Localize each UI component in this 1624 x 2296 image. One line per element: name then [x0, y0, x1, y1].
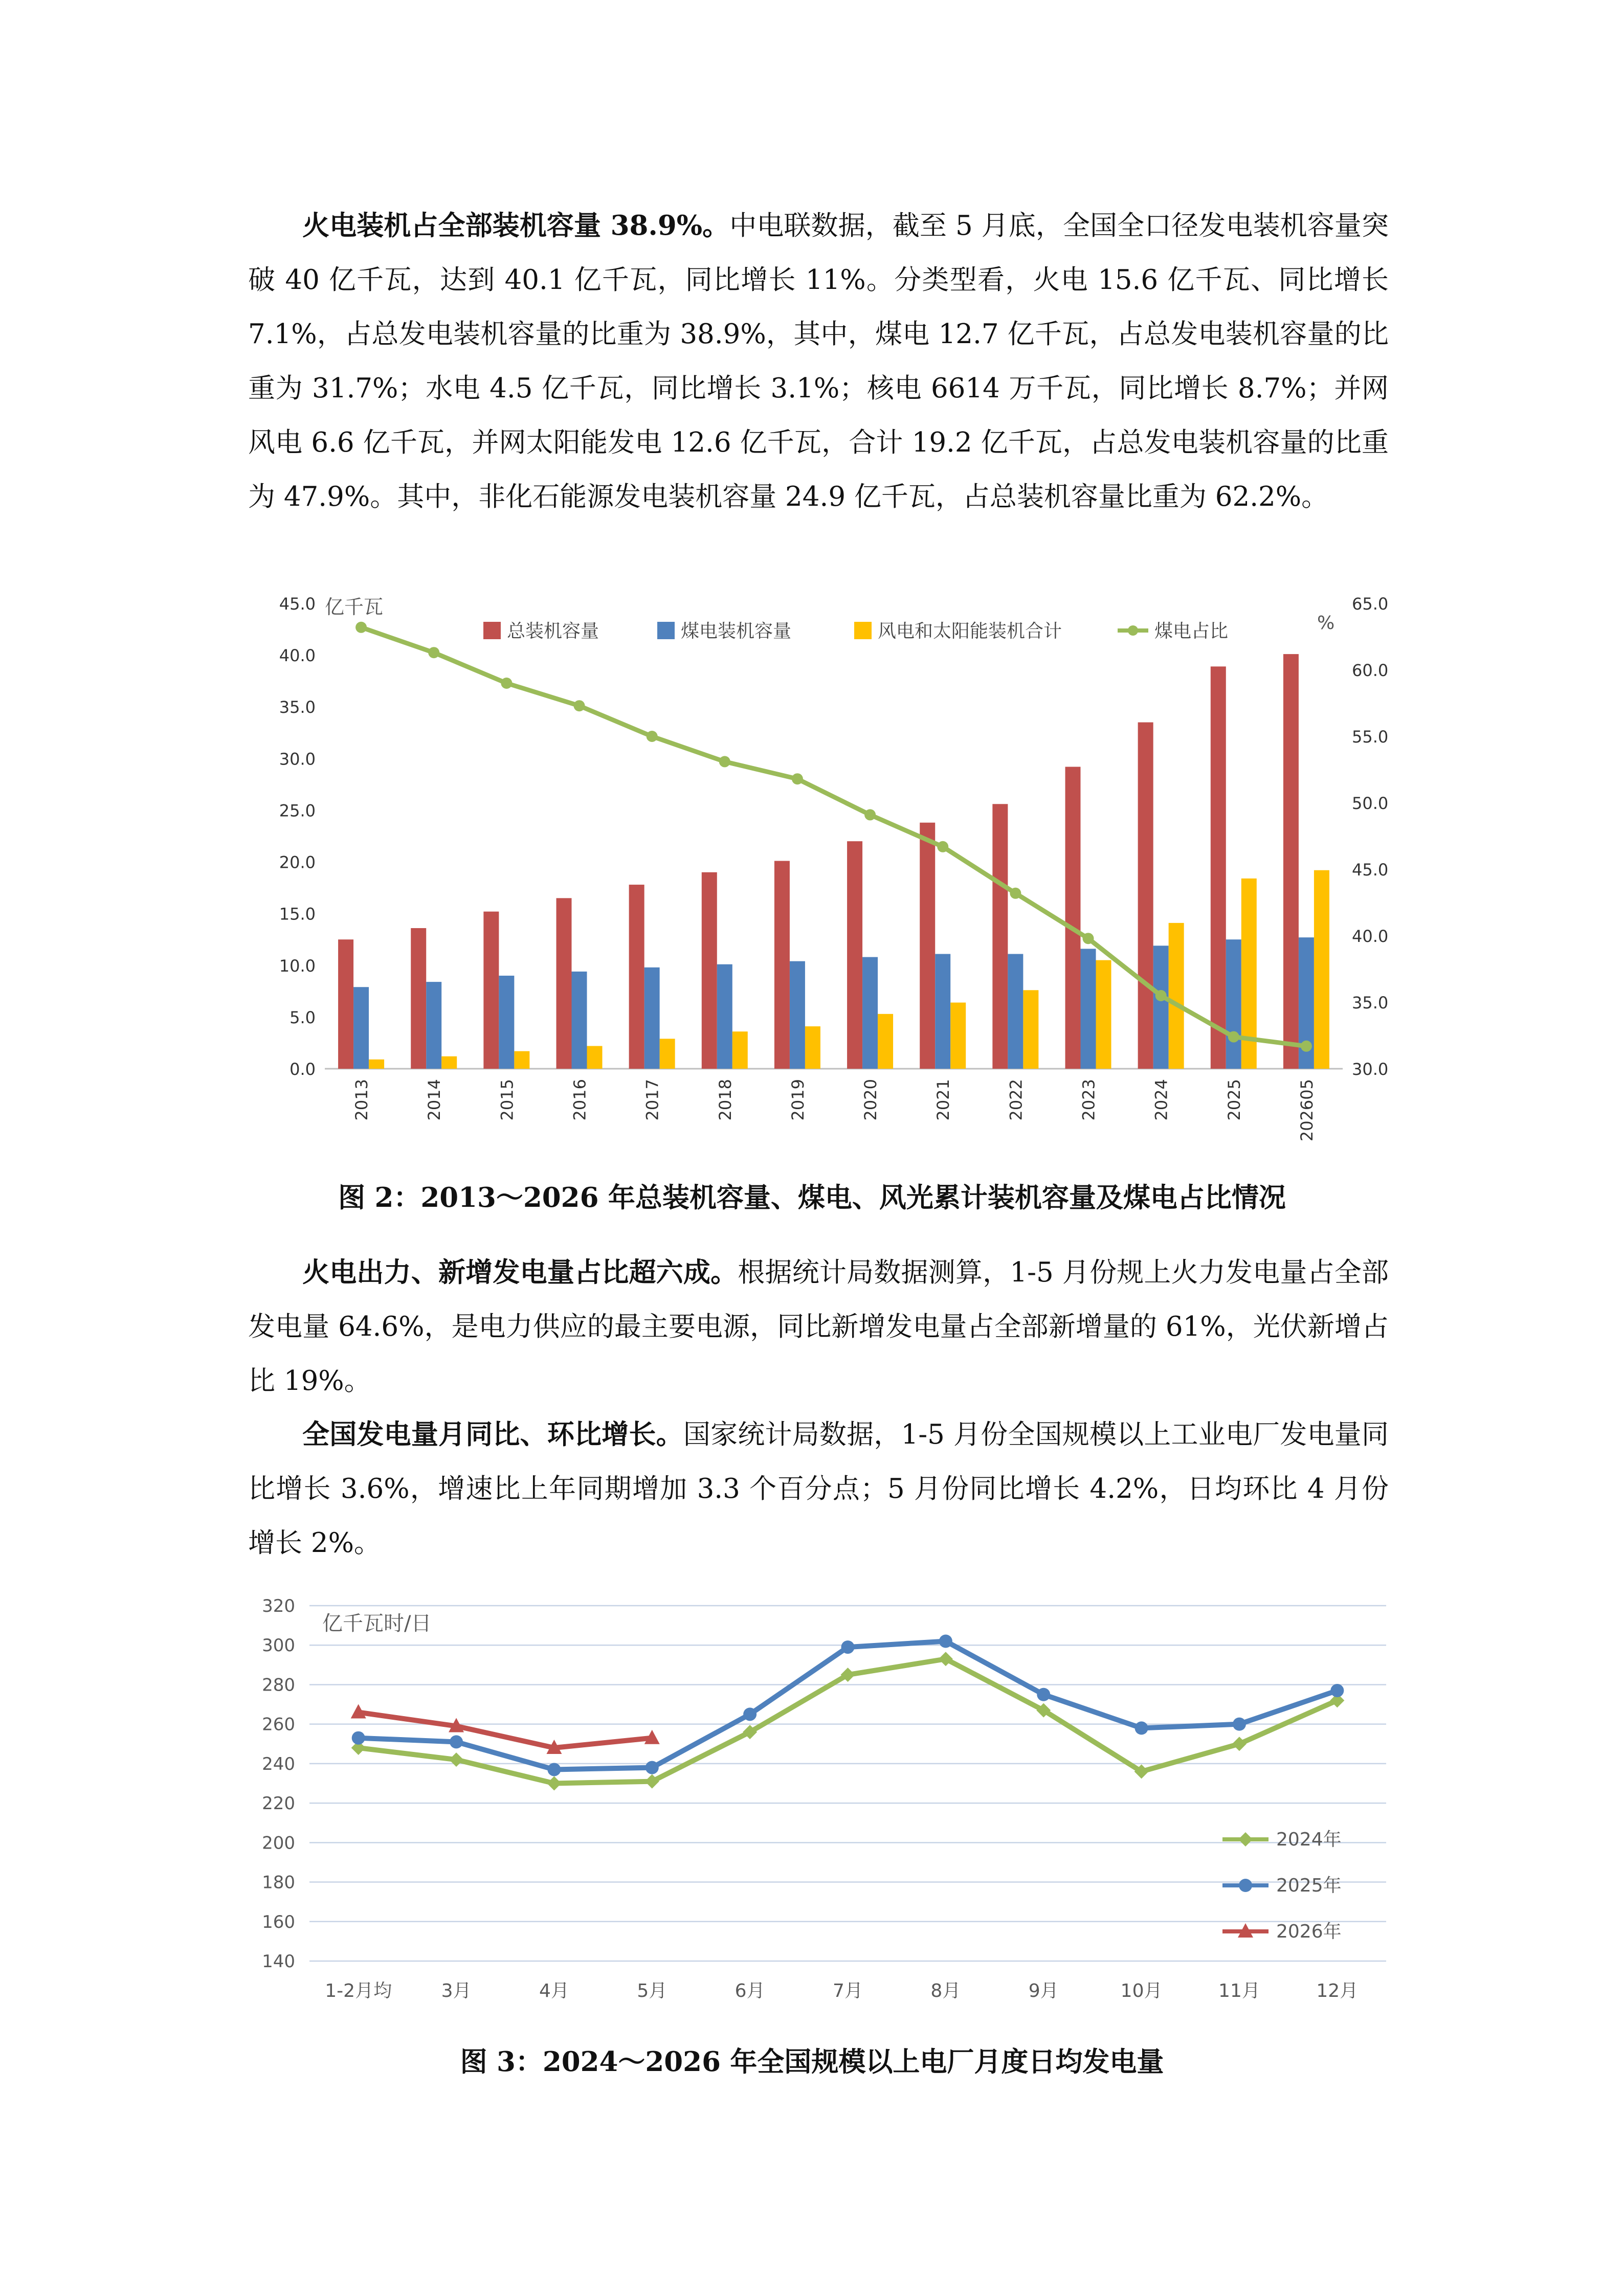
right-axis-tick-label: 45.0: [1352, 860, 1389, 880]
left-axis-tick-label: 5.0: [290, 1007, 316, 1027]
bar-wind-solar: [1314, 870, 1329, 1069]
coal-share-point: [1010, 888, 1021, 899]
x-axis-tick-label: 5月: [637, 1980, 668, 2001]
coal-share-point: [864, 809, 876, 820]
y-axis-tick-label: 140: [262, 1951, 295, 1972]
bar-total: [774, 861, 790, 1069]
coal-share-point: [428, 647, 439, 658]
bar-coal: [426, 982, 441, 1069]
legend-swatch: [483, 622, 501, 639]
series-point: [743, 1707, 757, 1721]
x-axis-tick-label: 2025: [1224, 1079, 1244, 1121]
x-axis-tick-label: 2020: [861, 1079, 881, 1121]
left-axis-tick-label: 45.0: [279, 594, 316, 614]
bar-total: [1283, 654, 1299, 1069]
series-point: [1135, 1721, 1148, 1735]
legend-label: 2026年: [1276, 1921, 1342, 1942]
bar-wind-solar: [950, 1003, 966, 1069]
coal-share-point: [792, 773, 803, 784]
bar-coal: [862, 957, 878, 1069]
bar-coal: [644, 967, 660, 1069]
y-axis-tick-label: 200: [262, 1833, 295, 1854]
coal-share-point: [719, 756, 730, 767]
bar-wind-solar: [441, 1056, 457, 1069]
coal-share-point: [355, 622, 367, 633]
series-point: [841, 1640, 855, 1654]
left-axis-tick-label: 10.0: [279, 956, 316, 976]
bar-coal: [1081, 949, 1096, 1069]
paragraph-body: 根据统计局数据测算，1-5 月份规上火力发电量占全部发电量 64.6%，是电力供应的最主要电源，同比新增发电量占全部新增量的 61%，光伏新增占比 19%。: [248, 1257, 1389, 1397]
x-axis-tick-label: 2013: [352, 1079, 372, 1121]
x-axis-tick-label: 9月: [1028, 1980, 1059, 2001]
bar-total: [702, 872, 717, 1069]
legend-label: 2025年: [1276, 1875, 1342, 1896]
left-axis-tick-label: 25.0: [279, 801, 316, 821]
legend-swatch-marker: [1239, 1879, 1252, 1892]
bar-wind-solar: [1096, 960, 1111, 1069]
x-axis-tick-label: 2022: [1006, 1079, 1026, 1121]
y-axis-tick-label: 160: [262, 1911, 295, 1932]
bar-coal: [572, 972, 587, 1069]
bar-wind-solar: [805, 1026, 820, 1069]
series-point: [939, 1635, 952, 1648]
x-axis-tick-label: 3月: [441, 1980, 472, 2001]
right-axis-tick-label: 30.0: [1352, 1060, 1389, 1079]
capacity-chart: [233, 583, 1409, 1166]
bar-wind-solar: [369, 1060, 384, 1069]
bar-wind-solar: [514, 1051, 529, 1069]
legend-label: 2024年: [1276, 1829, 1342, 1850]
y-axis-tick-label: 180: [262, 1872, 295, 1893]
bar-coal: [935, 954, 950, 1069]
x-axis-tick-label: 2016: [570, 1079, 590, 1121]
left-axis-tick-label: 20.0: [279, 852, 316, 872]
legend-swatch-marker: [1128, 625, 1138, 636]
y-axis-tick-label: 280: [262, 1675, 295, 1696]
coal-share-point: [501, 678, 512, 689]
bar-total: [1065, 767, 1081, 1069]
x-axis-tick-label: 2023: [1079, 1079, 1099, 1121]
bar-total: [557, 898, 572, 1069]
bar-total: [920, 823, 935, 1069]
y-axis-tick-label: 260: [262, 1714, 295, 1735]
bar-total: [483, 912, 499, 1069]
bar-coal: [1008, 954, 1023, 1069]
coal-share-point: [1228, 1031, 1239, 1043]
bar-total: [338, 939, 353, 1069]
bar-total: [629, 885, 644, 1069]
bar-coal: [717, 964, 732, 1069]
series-point: [450, 1735, 463, 1748]
legend-label: 煤电装机容量: [681, 621, 792, 642]
x-axis-tick-label: 4月: [539, 1980, 569, 2001]
paragraph-body: 国家统计局数据，1-5 月份全国规模以上工业电厂发电量同比增长 3.6%，增速比上年同期增加 3.3 个百分点；5 月份同比增长 4.2%，日均环比 4 月份增长 2%。: [248, 1419, 1389, 1559]
paragraph-installed-capacity: [248, 198, 1389, 524]
x-axis-tick-label: 2021: [933, 1079, 953, 1121]
bar-coal: [499, 976, 514, 1069]
left-axis-tick-label: 30.0: [279, 749, 316, 769]
bar-wind-solar: [660, 1039, 675, 1069]
right-axis-tick-label: 55.0: [1352, 727, 1389, 747]
series-point: [1037, 1688, 1050, 1701]
bar-coal: [1226, 939, 1241, 1069]
paragraph-monthly-generation: [248, 1407, 1389, 1570]
y-axis-tick-label: 300: [262, 1635, 295, 1656]
left-axis-tick-label: 35.0: [279, 697, 316, 717]
bar-coal: [353, 987, 369, 1069]
series-point: [646, 1761, 659, 1774]
bar-wind-solar: [1169, 923, 1184, 1069]
x-axis-tick-label: 2014: [425, 1079, 444, 1121]
series-line-3: [359, 1713, 652, 1748]
bar-total: [1211, 666, 1226, 1069]
series-point: [1330, 1684, 1344, 1697]
bar-total: [847, 841, 862, 1069]
coal-share-point: [937, 841, 948, 852]
legend-label: 总装机容量: [507, 621, 599, 642]
legend-swatch: [854, 622, 872, 639]
bar-total: [411, 928, 426, 1069]
left-axis-tick-label: 15.0: [279, 904, 316, 924]
paragraph-lead: 火电出力、新增发电量占比超六成。: [302, 1256, 738, 1288]
left-axis-tick-label: 0.0: [290, 1060, 316, 1079]
paragraph-lead: 火电装机占全部装机容量 38.9%。: [302, 210, 730, 241]
bar-wind-solar: [878, 1014, 893, 1069]
x-axis-tick-label: 7月: [833, 1980, 863, 2001]
x-axis-tick-label: 2015: [497, 1079, 517, 1121]
bar-wind-solar: [587, 1046, 603, 1069]
bar-coal: [790, 961, 805, 1069]
figure-3-caption: 图 3：2024～2026 年全国规模以上电厂月度日均发电量: [460, 2046, 1164, 2078]
y-axis-unit: 亿千瓦时/日: [322, 1612, 432, 1635]
legend-swatch-marker: [1238, 1832, 1253, 1847]
coal-share-point: [1155, 990, 1167, 1001]
x-axis-tick-label: 8月: [930, 1980, 961, 2001]
series-line-2: [359, 1641, 1338, 1770]
series-point: [352, 1731, 365, 1745]
left-axis-tick-label: 40.0: [279, 646, 316, 666]
daily-generation-chart: [233, 1590, 1409, 2030]
legend-label: 风电和太阳能装机合计: [878, 621, 1062, 642]
x-axis-tick-label: 2024: [1151, 1079, 1171, 1121]
coal-share-point: [1083, 933, 1094, 944]
x-axis-tick-label: 2019: [788, 1079, 808, 1121]
x-axis-tick-label: 202605: [1297, 1079, 1317, 1142]
right-axis-tick-label: 50.0: [1352, 794, 1389, 813]
series-point: [1233, 1718, 1246, 1731]
legend-label: 煤电占比: [1154, 621, 1229, 642]
x-axis-tick-label: 6月: [735, 1980, 765, 2001]
right-axis-tick-label: 35.0: [1352, 993, 1389, 1012]
series-point: [449, 1752, 463, 1767]
y-axis-tick-label: 220: [262, 1793, 295, 1814]
paragraph-body: 中电联数据，截至 5 月底，全国全口径发电装机容量突破 40 亿千瓦，达到 40.1 亿千瓦，同比增长 11%。分类型看，火电 15.6 亿千瓦、同比增长 7.1%，占总发电装机容量的比重为 38.9%，其中，煤电 12.7 亿千瓦，占总发电装机容量的比重为 31.7%；水电 4.5 亿千瓦，同比增长 3.1%；核电 6614 万千瓦，同比增长 8.7%；并网风电 6.6 亿千瓦，并网太阳能发电 12.6 亿千瓦，合计 19.2 亿千瓦，占总发电装机容量的比重为 47.9%。其中，非化石能源发电装机容量 24.9 亿千瓦，占总装机容量比重为 62.2%。: [248, 210, 1389, 512]
x-axis-tick-label: 1-2月均: [325, 1980, 392, 2001]
series-point: [547, 1776, 561, 1791]
y-axis-tick-label: 320: [262, 1596, 295, 1616]
x-axis-tick-label: 11月: [1218, 1980, 1260, 2001]
coal-share-point: [1301, 1041, 1312, 1052]
x-axis-tick-label: 2017: [642, 1079, 662, 1121]
bar-total: [1138, 723, 1153, 1069]
x-axis-tick-label: 12月: [1316, 1980, 1359, 2001]
bar-coal: [1153, 946, 1169, 1069]
series-point: [547, 1763, 561, 1776]
bar-wind-solar: [1023, 990, 1038, 1069]
y-axis-tick-label: 240: [262, 1753, 295, 1774]
right-axis-tick-label: 65.0: [1352, 594, 1389, 614]
bar-wind-solar: [732, 1031, 748, 1069]
paragraph-lead: 全国发电量月同比、环比增长。: [302, 1419, 683, 1450]
figure-2-caption: 图 2：2013～2026 年总装机容量、煤电、风光累计装机容量及煤电占比情况: [338, 1182, 1286, 1213]
right-axis-tick-label: 60.0: [1352, 661, 1389, 680]
right-axis-tick-label: 40.0: [1352, 927, 1389, 946]
x-axis-tick-label: 2018: [715, 1079, 735, 1121]
coal-share-point: [574, 700, 585, 711]
coal-share-point: [647, 731, 658, 742]
legend-swatch: [657, 622, 675, 639]
left-axis-unit: 亿千瓦: [325, 596, 384, 618]
paragraph-generation-share: [248, 1245, 1389, 1408]
x-axis-tick-label: 10月: [1120, 1980, 1163, 2001]
right-axis-unit: %: [1317, 613, 1335, 634]
bar-total: [992, 804, 1008, 1069]
